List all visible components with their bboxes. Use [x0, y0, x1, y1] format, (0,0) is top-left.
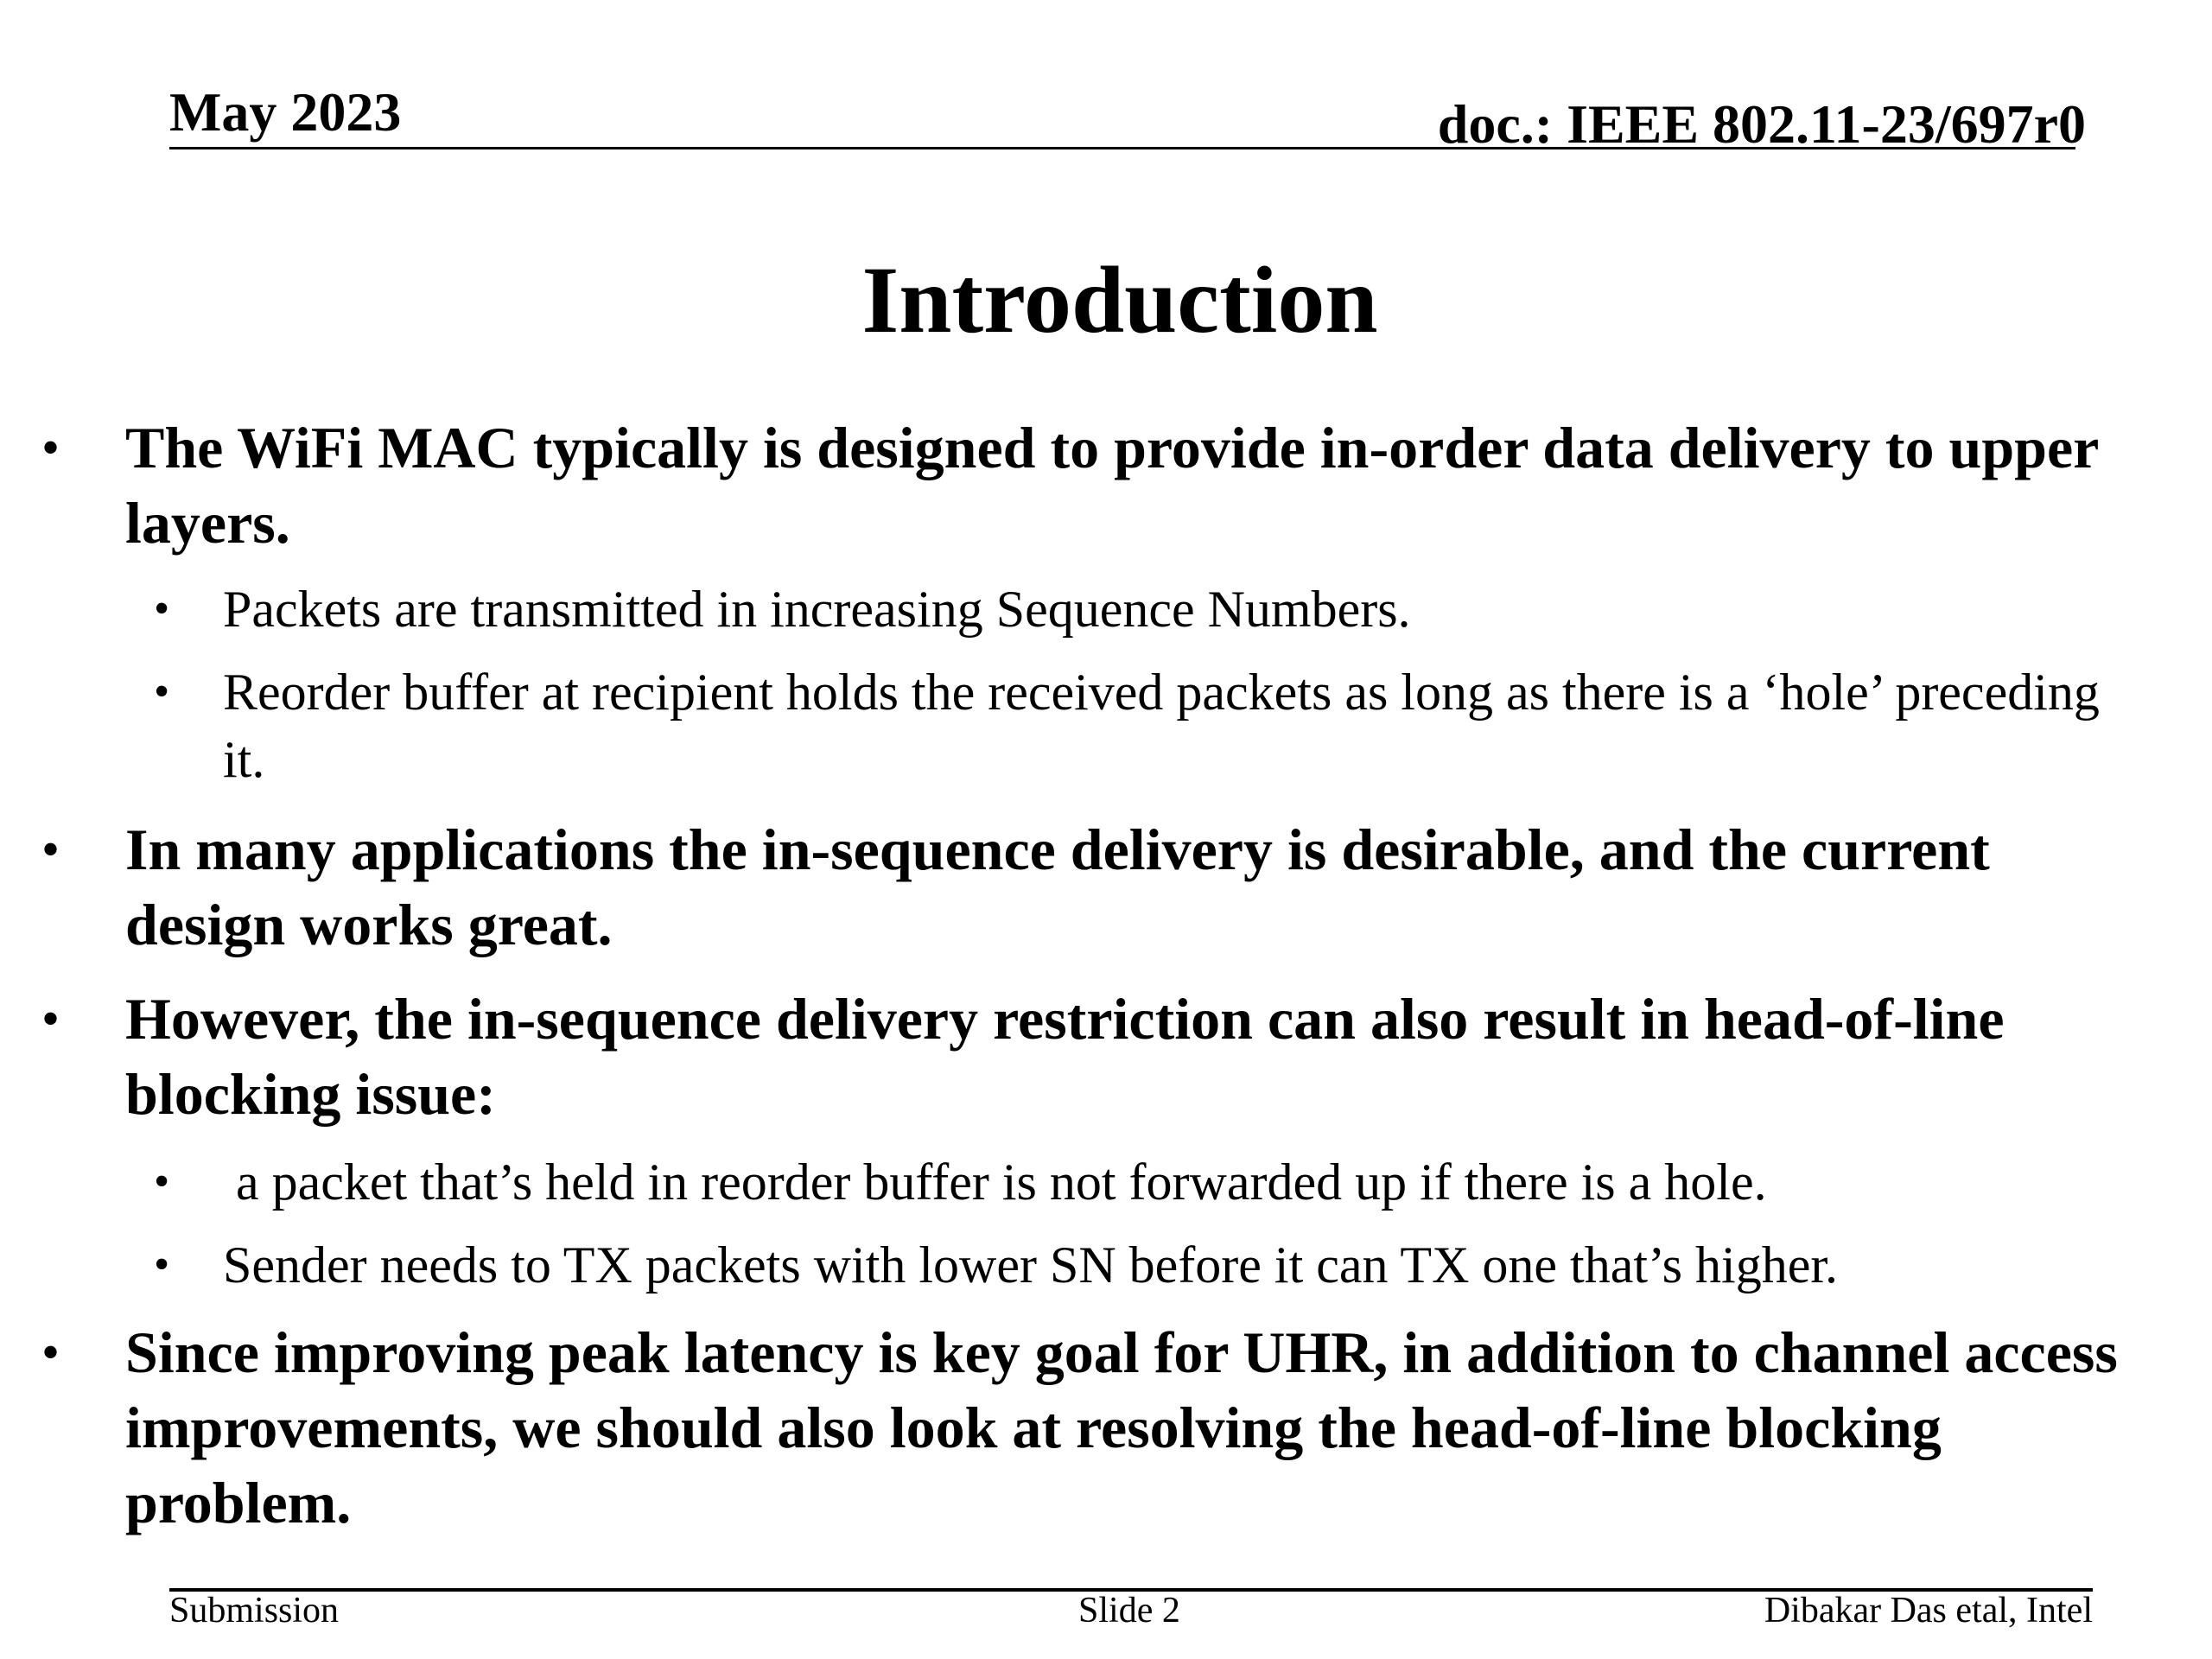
bullet-3	[41, 982, 2139, 1132]
bullet-2-text: In many applications the in-sequence delivery is desirable, and the current design works great.	[125, 817, 1990, 957]
bullet-1-text: The WiFi MAC typically is designed to provide in-order data delivery to upper layers.	[125, 415, 2099, 556]
bullet-3-sub-2-text: Sender needs to TX packets with lower SN before it can TX one that’s higher.	[223, 1236, 1838, 1294]
header-doc-id: doc.: IEEE 802.11-23/697r0	[1437, 93, 2086, 155]
bullet-1-sub-2-text: Reorder buffer at recipient holds the received packets as long as there is a ‘hole’ preceding it.	[223, 664, 2100, 788]
bullet-marker: •	[41, 990, 60, 1047]
bullet-3-sub-1	[154, 1148, 2124, 1216]
bullet-marker: •	[41, 419, 60, 476]
bullet-marker: •	[41, 821, 60, 878]
bullet-3-sub-2	[154, 1231, 2124, 1299]
bullet-1-sub-1	[154, 575, 2124, 643]
bullet-2	[41, 812, 2139, 963]
bullet-3-text: However, the in-sequence delivery restriction can also result in head-of-line blocking issue:	[125, 986, 2005, 1127]
sub-bullet-marker: •	[154, 584, 170, 633]
bullet-4-text: Since improving peak latency is key goal for UHR, in addition to channel access improvements, we should also look at resolving the head-of-line blocking problem.	[125, 1319, 2118, 1535]
sub-bullet-marker: •	[154, 667, 170, 716]
bullet-marker: •	[41, 1324, 60, 1381]
sub-bullet-marker: •	[154, 1240, 170, 1289]
footer-submission: Submission	[169, 1591, 340, 1630]
bullet-1-sub-2	[154, 658, 2124, 793]
bullet-4	[41, 1315, 2139, 1541]
bullet-3-sub-1-text: a packet that’s held in reorder buffer is not forwarded up if there is a hole.	[223, 1154, 1767, 1211]
bullet-1-sub-1-text: Packets are transmitted in increasing Sequence Numbers.	[223, 581, 1411, 638]
sub-bullet-marker: •	[154, 1157, 170, 1206]
slide-title: Introduction	[861, 247, 1378, 353]
footer-author: Dibakar Das etal, Intel	[1764, 1591, 2093, 1630]
header-date: May 2023	[169, 81, 402, 143]
footer-slide-number: Slide 2	[1078, 1591, 1180, 1630]
bullet-1	[41, 410, 2139, 561]
